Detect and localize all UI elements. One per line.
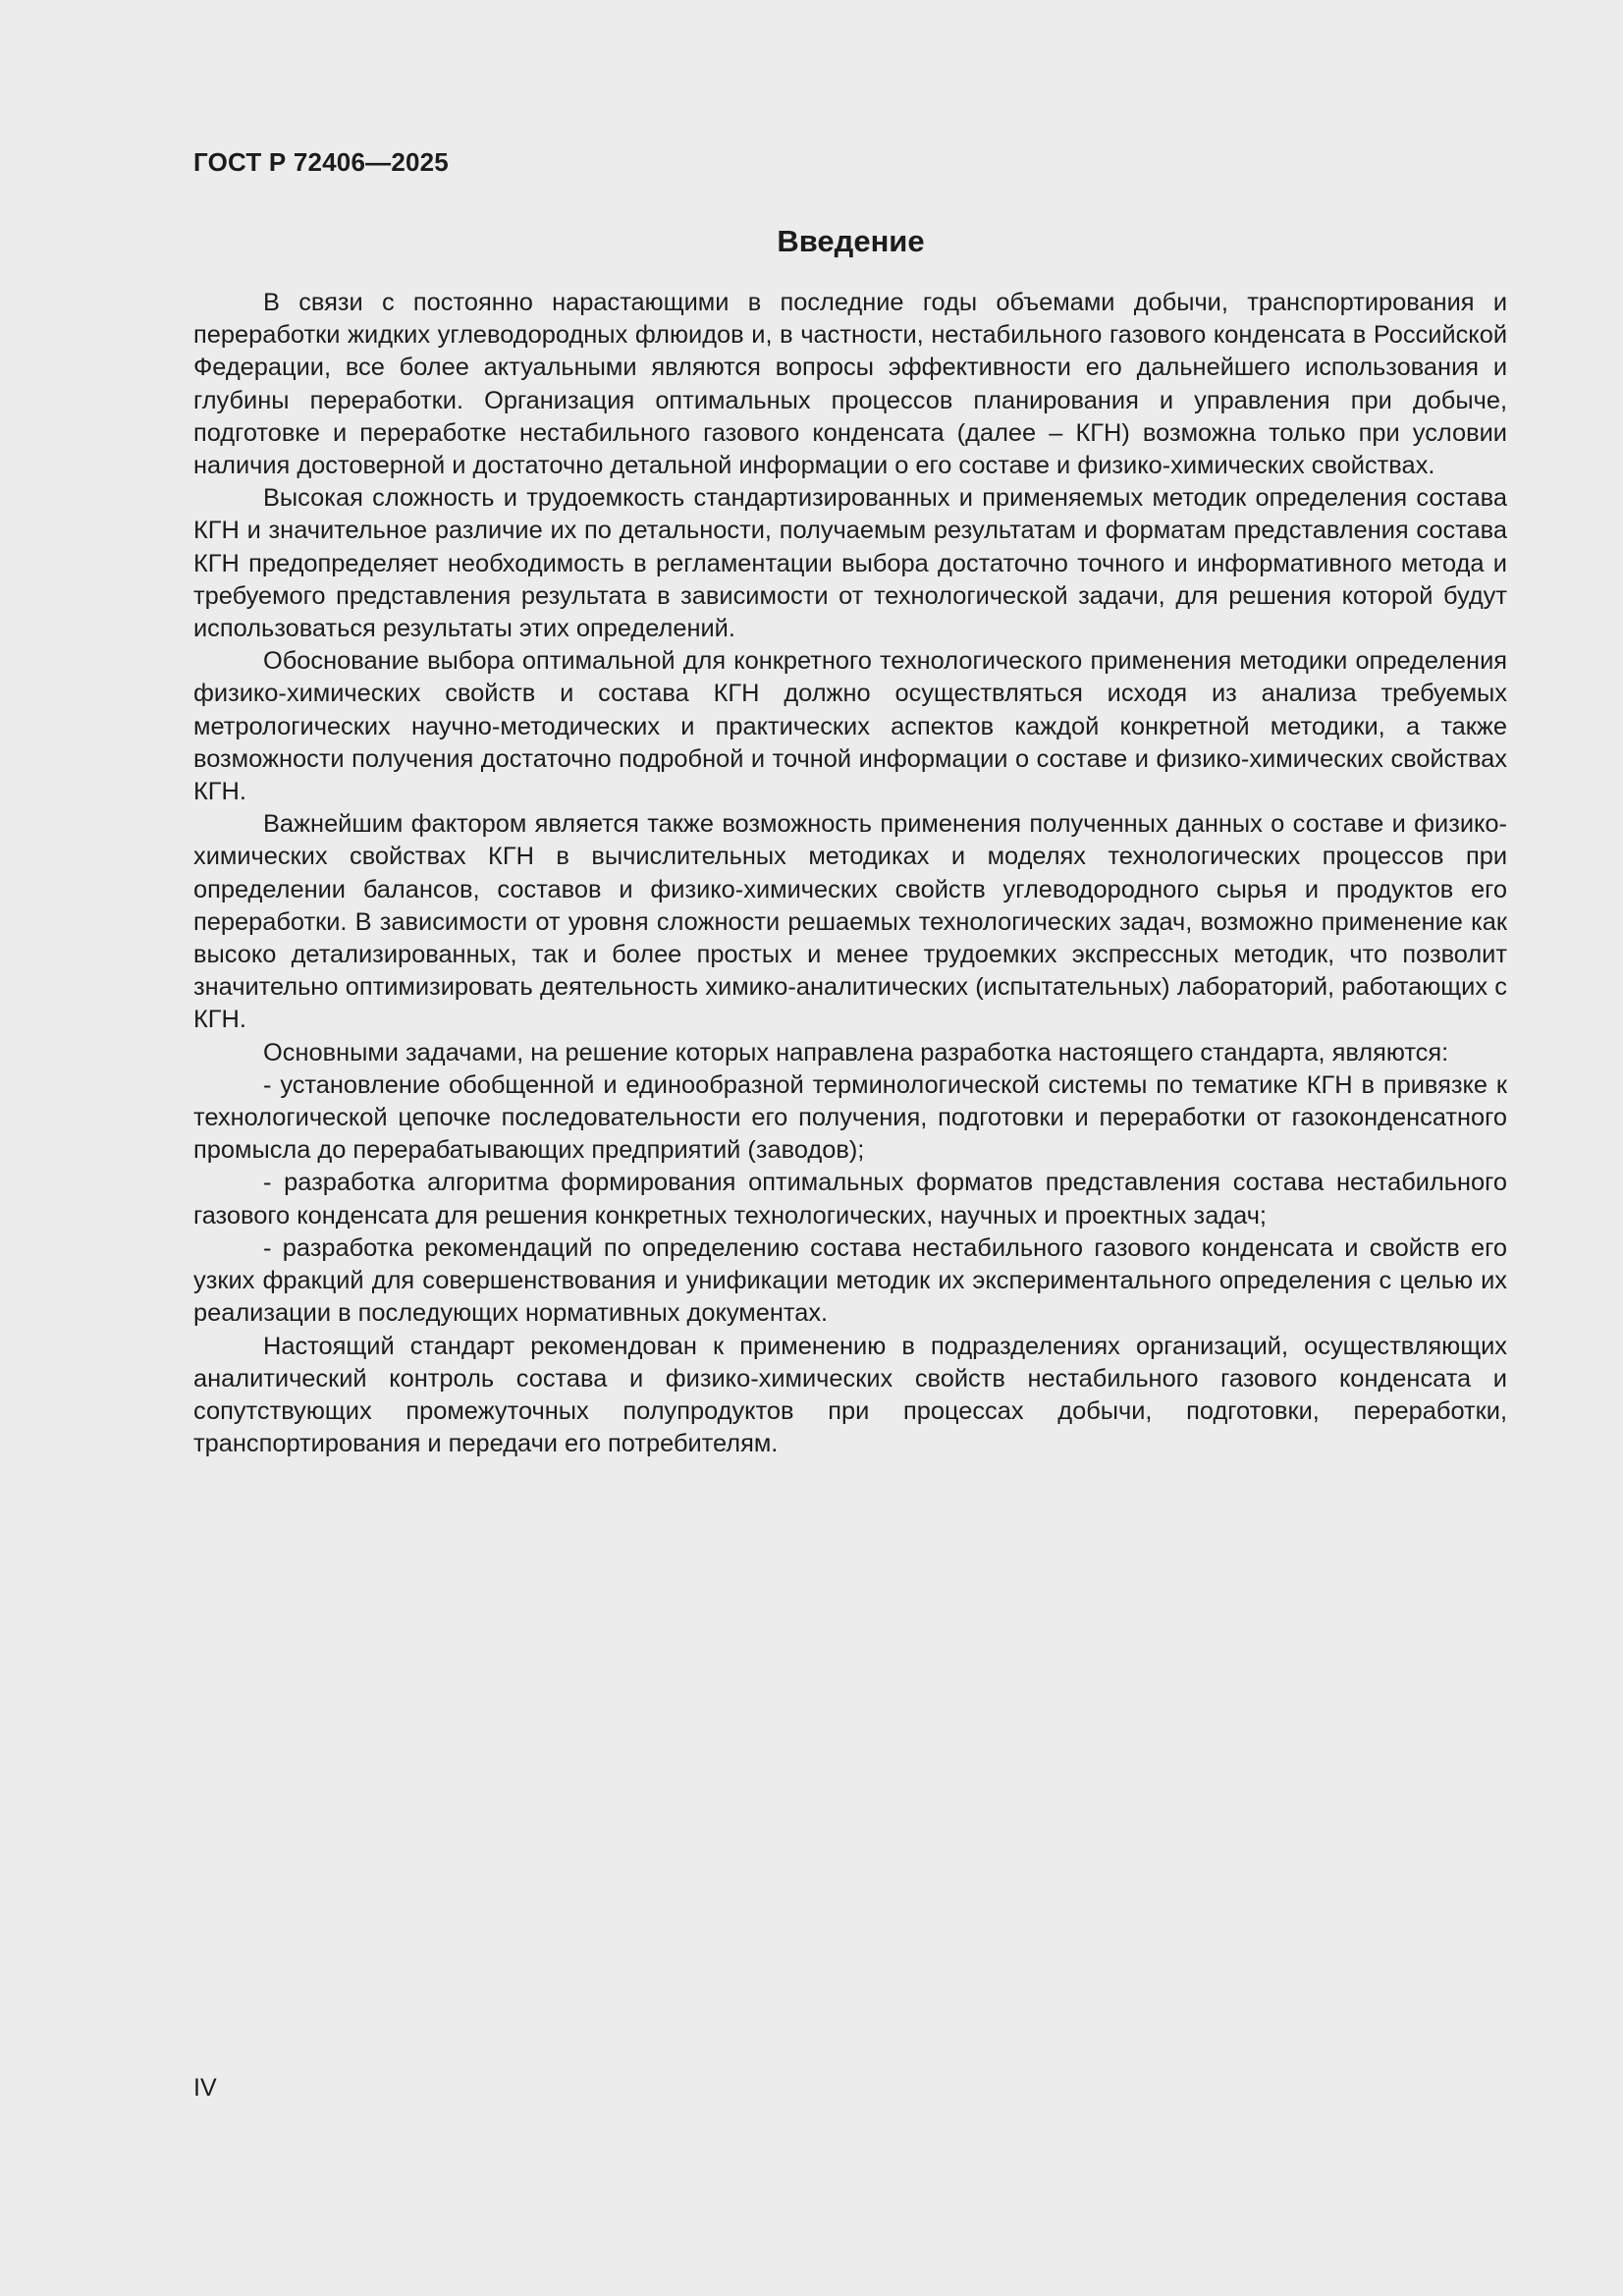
paragraph-6: Настоящий стандарт рекомендован к применению в подразделениях организаций, осуществляющих аналитический контроль состава и физико-химических свойств нестабильного газового конденсата и сопутствующих промежуточных полупродуктов при процессах добычи, подготовки, переработки, транспортирования и передачи его потребителям. [193, 1332, 1507, 1458]
paragraph-3: Обоснование выбора оптимальной для конкретного технологического применения методики определения физико-химических свойств и состава КГН должно осуществляться исходя из анализа требуемых метрологических научно-методических и практических аспектов каждой конкретной методики, а также возможности получения достаточно подробной и точной информации о составе и физико-химических свойствах КГН. [193, 647, 1507, 806]
list-item-3: - разработка рекомендаций по определению состава нестабильного газового конденсата и свойств его узких фракций для совершенствования и унификации методик их экспериментального определения с целью их реализации в последующих нормативных документах. [193, 1233, 1507, 1328]
list-item-1: - установление обобщенной и единообразной терминологической системы по тематике КГН в привязке к технологической цепочке последовательности его получения, подготовки и переработки от газоконденсатного промысла до перерабатывающих предприятий (заводов); [193, 1070, 1507, 1165]
document-code: ГОСТ Р 72406—2025 [193, 147, 449, 177]
section-title: Введение [777, 224, 925, 258]
paragraph-1: В связи с постоянно нарастающими в последние годы объемами добычи, транспортирования и переработки жидких углеводородных флюидов и, в частности, нестабильного газового конденсата в Российской Федерации, все более актуальными являются вопросы эффективности его дальнейшего использования и глубины переработки. Организация оптимальных процессов планирования и управления при добыче, подготовке и переработке нестабильного газового конденсата (далее – КГН) возможна только при условии наличия достоверной и достаточно детальной информации о его составе и физико-химических свойствах. [193, 289, 1507, 480]
paragraph-2: Высокая сложность и трудоемкость стандартизированных и применяемых методик определения состава КГН и значительное различие их по детальности, получаемым результатам и форматам представления состава КГН предопределяет необходимость в регламентации выбора достаточно точного и информативного метода и требуемого представления результата в зависимости от технологической задачи, для решения которой будут использоваться результаты этих определений. [193, 484, 1507, 643]
body-text [193, 287, 1507, 1460]
page-number: IV [193, 2074, 217, 2102]
paragraph-4: Важнейшим фактором является также возможность применения полученных данных о составе и физико-химических свойствах КГН в вычислительных методиках и моделях технологических процессов при определении балансов, составов и физико-химических свойств углеводородного сырья и продуктов его переработки. В зависимости от уровня сложности решаемых технологических задач, возможно применение как высоко детализированных, так и более простых и менее трудоемких экспрессных методик, что позволит значительно оптимизировать деятельность химико-аналитических (испытательных) лабораторий, работающих с КГН. [193, 810, 1507, 1034]
paragraph-5: Основными задачами, на решение которых направлена разработка настоящего стандарта, являются: [263, 1038, 1449, 1066]
list-item-2: - разработка алгоритма формирования оптимальных форматов представления состава нестабильного газового конденсата для решения конкретных технологических, научных и проектных задач; [193, 1169, 1507, 1230]
